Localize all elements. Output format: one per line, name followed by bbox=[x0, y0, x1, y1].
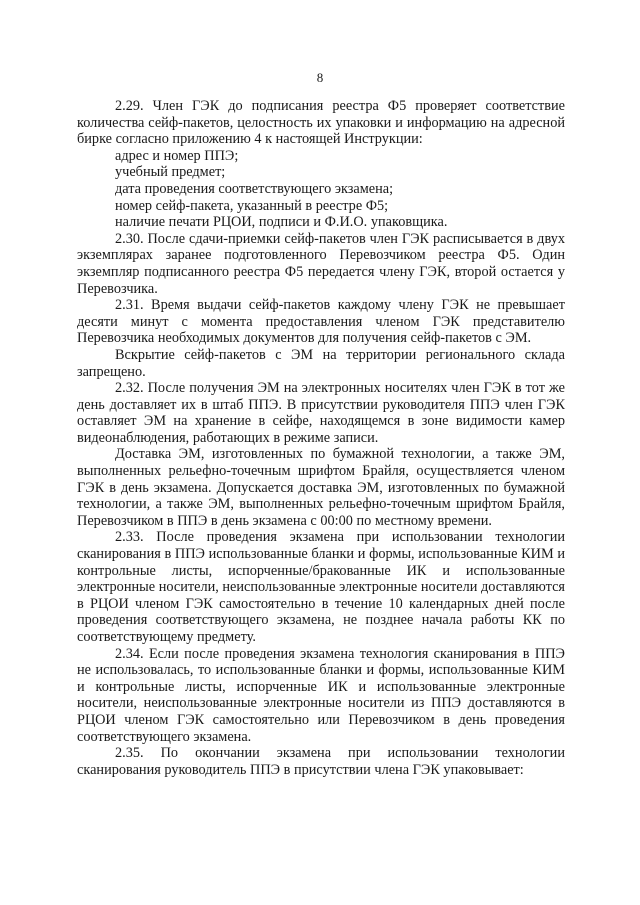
page-number: 8 bbox=[316, 70, 324, 85]
list-item-subject: учебный предмет; bbox=[115, 164, 226, 181]
paragraph-2-32: 2.32. После получения ЭМ на электронных носителях член ГЭК в тот же день доставляет их в штаб ППЭ. В присутствии руководителя ППЭ член ГЭК оставляет ЭМ на хранение в сейфе, находящемся в зоне видимости камер видеонаблюдения, работающих в режиме записи. bbox=[77, 380, 565, 446]
list-item-address: адрес и номер ППЭ; bbox=[115, 147, 239, 164]
paragraph-delivery: Доставка ЭМ, изготовленных по бумажной технологии, а также ЭМ, выполненных рельефно-точечным шрифтом Брайля, осуществляется членом ГЭК в день экзамена. Допускается доставка ЭМ, изготовленных по бумажной технологии, а также ЭМ, выполненных рельефно-точечным шрифтом Брайля, Перевозчиком в ППЭ в день экзамена с 00:00 по местному времени. bbox=[77, 446, 565, 529]
list-item-package-number: номер сейф-пакета, указанный в реестре Ф5; bbox=[115, 197, 389, 214]
list-item-seal-signature: наличие печати РЦОИ, подписи и Ф.И.О. упаковщика. bbox=[115, 214, 448, 231]
paragraph-2-29: 2.29. Член ГЭК до подписания реестра Ф5 проверяет соответствие количества сейф-пакетов, целостность их упаковки и информацию на адресной бирке согласно приложению 4 к настоящей Инструкции: bbox=[77, 98, 565, 148]
paragraph-2-31: 2.31. Время выдачи сейф-пакетов каждому члену ГЭК не превышает десяти минут с момента предоставления членом ГЭК представителю Перевозчика необходимых документов для получения сейф-пакетов с ЭМ. bbox=[77, 297, 565, 347]
document-body bbox=[77, 98, 565, 778]
list-item-exam-date: дата проведения соответствующего экзамена; bbox=[115, 180, 394, 197]
paragraph-2-30: 2.30. После сдачи-приемки сейф-пакетов член ГЭК расписывается в двух экземплярах заранее подготовленного Перевозчиком реестра Ф5. Один экземпляр подписанного реестра Ф5 передается члену ГЭК, второй остается у Перевозчика. bbox=[77, 230, 565, 297]
paragraph-2-35: 2.35. По окончании экзамена при использовании технологии сканирования руководитель ППЭ в присутствии члена ГЭК упаковывает: bbox=[77, 745, 565, 778]
paragraph-2-33: 2.33. После проведения экзамена при использовании технологии сканирования в ППЭ использованные бланки и формы, использованные КИМ и контрольные листы, испорченные/бракованные ИК и использованные электронные носители, неиспользованные электронные носители доставляются в РЦОИ членом ГЭК самостоятельно в течение 10 календарных дней после проведения соответствующего экзамена, не позднее начала работы КК по соответствующему предмету. bbox=[77, 529, 565, 645]
paragraph-2-34: 2.34. Если после проведения экзамена технология сканирования в ППЭ не использовалась, то использованные бланки и формы, использованные КИМ и контрольные листы, испорченные ИК и использованные электронные носители, неиспользованные электронные носители из ППЭ доставляются в РЦОИ членом ГЭК самостоятельно или Перевозчиком в день проведения соответствующего экзамена. bbox=[77, 645, 565, 745]
paragraph-opening-prohibited: Вскрытие сейф-пакетов с ЭМ на территории регионального склада запрещено. bbox=[77, 346, 565, 380]
